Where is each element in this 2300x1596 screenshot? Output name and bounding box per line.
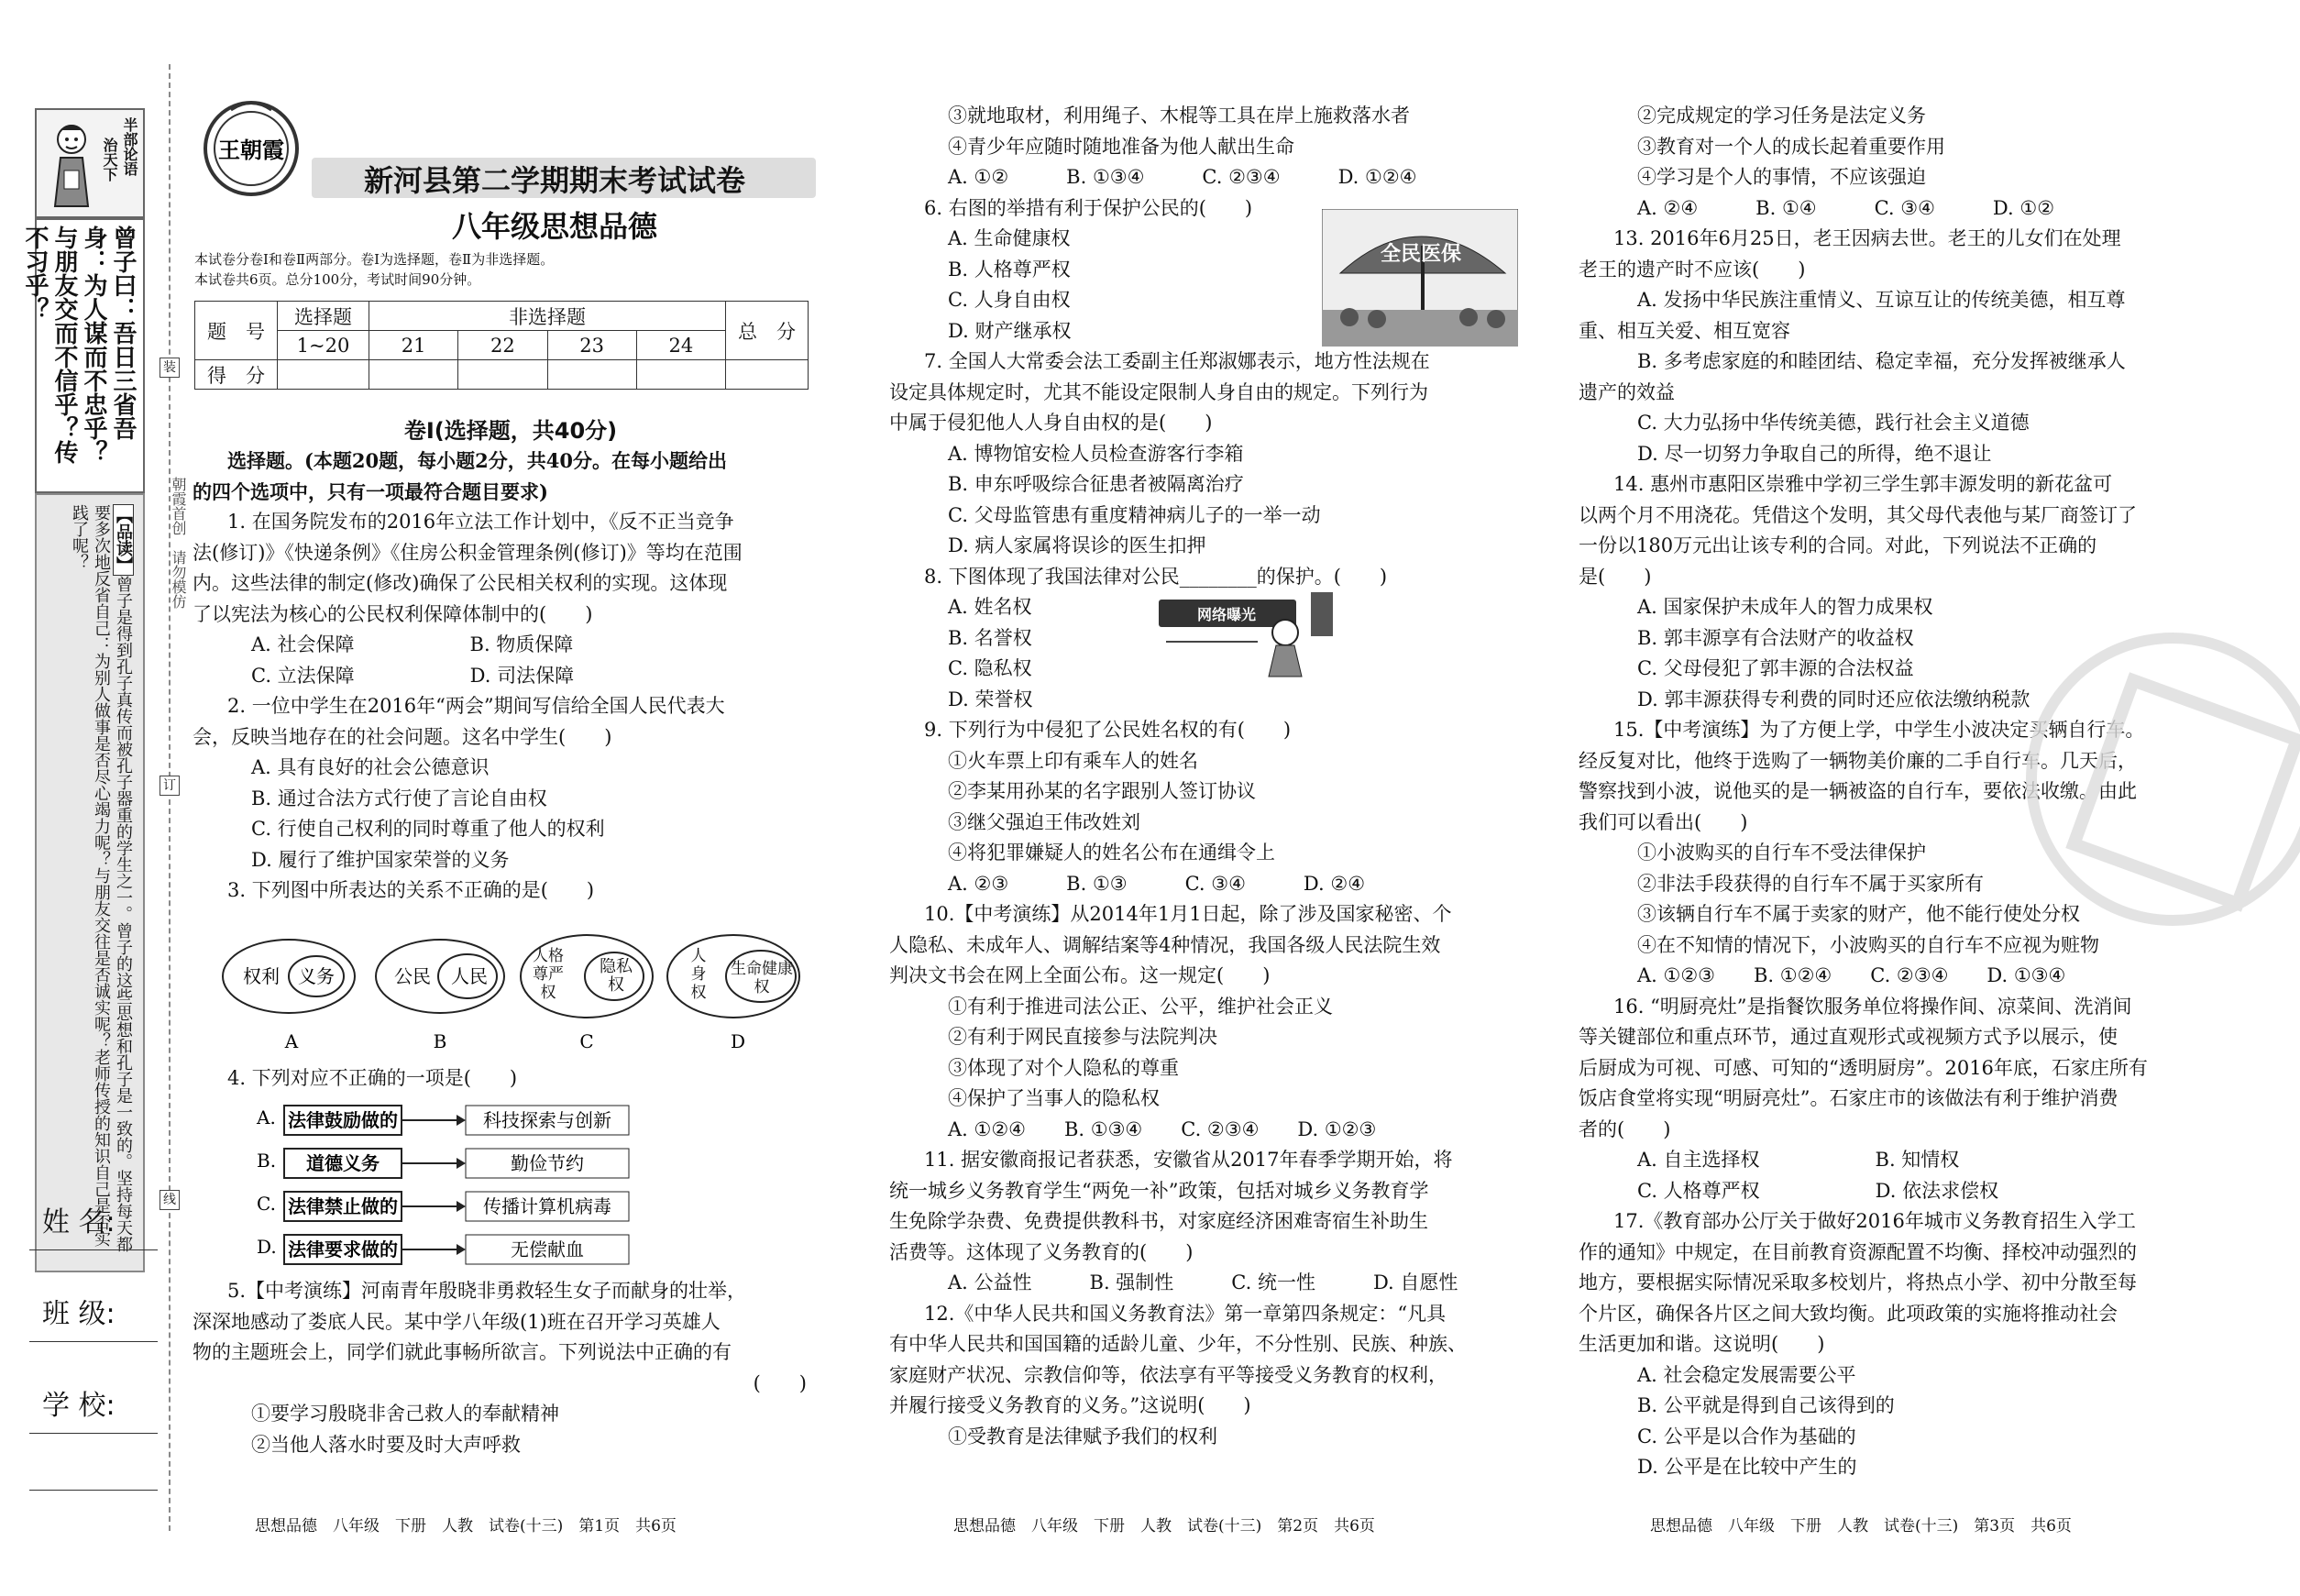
part-title: 卷Ⅰ(选择题，共40分)	[403, 418, 618, 444]
text-line: 深深地感动了娄底人民。某中学八年级(1)班在召开学习英雄人	[193, 1310, 721, 1333]
option-line: B. 通过合法方式行使了言论自由权	[251, 787, 547, 809]
q5-block	[193, 1276, 825, 1460]
text-line: 10.【中考演练】从2014年1月1日起，除了涉及国家秘密、个	[924, 903, 1452, 925]
option-line: D. 财产继承权	[948, 319, 1072, 342]
table-row-label: 得 分	[195, 360, 278, 390]
option-line: ③体现了对个人隐私的尊重	[948, 1056, 1179, 1079]
text-line: 选择题。(本题20题，每小题2分，共40分。在每小题给出	[227, 449, 727, 472]
option-line: A. 社会保障 B. 物质保障	[251, 633, 574, 655]
option-line: ④学习是个人的事情，不应该强迫	[1637, 166, 1926, 188]
svg-text:D: D	[730, 1030, 746, 1052]
text-line: 并履行接受义务教育的义务。”这说明( )	[889, 1394, 1251, 1416]
svg-text:勤俭节约: 勤俭节约	[511, 1152, 584, 1174]
option-line: D. 履行了维护国家荣誉的义务	[251, 848, 510, 871]
svg-text:传播计算机病毒: 传播计算机病毒	[483, 1195, 611, 1217]
exam-note	[194, 249, 827, 290]
text-line: 老王的遗产时不应该( )	[1579, 258, 1806, 281]
option-line: A. 生命健康权	[948, 227, 1071, 249]
text-line: 后厨成为可视、可感、可知的“透明厨房”。2016年底，石家庄所有	[1579, 1056, 2148, 1079]
page2-footer: 思想品德 八年级 下册 人教 试卷(十三) 第2页 共6页	[953, 1517, 1375, 1535]
table-header-cell: 非选择题	[369, 302, 726, 331]
text-line: 以两个月不用浇花。凭借这个发明，其父母代表他与某厂商签订了	[1579, 503, 2137, 526]
option-line: ①受教育是法律赋予我们的权利	[948, 1425, 1217, 1447]
option-line: A. ②③ B. ①③ C. ③④ D. ②④	[948, 872, 1366, 895]
svg-text:D.: D.	[257, 1236, 277, 1258]
text-line: 个片区，确保各片区之间大致均衡。此项政策的实施将推动社会	[1579, 1302, 2118, 1325]
svg-text:B.: B.	[257, 1150, 277, 1172]
text-line: 11. 据安徽商报记者获悉，安徽省从2017年春季学期开始，将	[924, 1149, 1453, 1171]
option-line: D. 荣誉权	[948, 688, 1033, 710]
option-line: A. ②④ B. ①④ C. ③④ D. ①②	[1637, 196, 2055, 219]
text-line: 饭店食堂将实现“明厨亮灶”。石家庄市的该做法有利于维护消费	[1579, 1087, 2118, 1109]
option-line: D. 尽一切努力争取自己的所得，绝不退让	[1637, 442, 1992, 465]
score-cell[interactable]	[369, 360, 458, 390]
binding-mark-2: 订	[160, 776, 180, 796]
text-line: 统一城乡义务教育学生“两免一补”政策，包括对城乡义务教育学	[889, 1179, 1429, 1202]
option-line: C. 公平是以合作为基础的	[1637, 1425, 1856, 1447]
venn-c: 人格尊严权 隐私权 C	[521, 935, 653, 1052]
table-header-cell: 23	[547, 331, 636, 360]
note-line-2: 本试卷共6页。总分100分，考试时间90分钟。	[194, 271, 481, 288]
option-line: C. 父母侵犯了郭丰源的合法权益	[1637, 657, 1914, 679]
school-field[interactable]: 学 校:	[29, 1382, 158, 1434]
option-line: A. 博物馆安检人员检查游客行李箱	[948, 442, 1244, 465]
left-sidebar	[21, 108, 150, 1483]
text-line: 了以宪法为核心的公民权利保障体制中的( )	[193, 602, 593, 625]
text-line: 2. 一位中学生在2016年“两会”期间写信给全国人民代表大	[227, 695, 725, 717]
option-line: C. 父母监管患有重度精神病儿子的一举一动	[948, 503, 1321, 526]
svg-text:全民医保: 全民医保	[1380, 243, 1462, 266]
text-line: 8. 下图体现了我国法律对公民________的保护。( )	[924, 565, 1388, 588]
page3-footer: 思想品德 八年级 下册 人教 试卷(十三) 第3页 共6页	[1650, 1517, 2072, 1535]
text-line: 法(修订)》《快递条例》《住房公积金管理条例(修订)》等均在范围	[193, 541, 743, 564]
option-line: ①小波购买的自行车不受法律保护	[1637, 842, 1926, 864]
page1-footer: 思想品德 八年级 下册 人教 试卷(十三) 第1页 共6页	[255, 1517, 677, 1535]
table-header-cell: 22	[458, 331, 547, 360]
text-line: 16. “明厨亮灶”是指餐饮服务单位将操作间、凉菜间、洗消间	[1613, 995, 2132, 1018]
exam-subject: 八年级思想品德	[451, 209, 657, 244]
text-line: 经反复对比，他终于选购了一辆物美价廉的二手自行车。几天后，	[1579, 749, 2137, 772]
table-header-cell: 24	[636, 331, 725, 360]
option-line: A. 公益性 B. 强制性 C. 统一性 D. 自愿性	[948, 1271, 1458, 1293]
svg-text:道德义务: 道德义务	[306, 1152, 380, 1174]
text-line: 17.《教育部办公厅关于做好2016年城市义务教育招生入学工	[1613, 1210, 2136, 1232]
quote-box: 曾子曰：吾日三省吾身：为人谋而不忠乎？与朋友交而不信乎？传不习乎？	[35, 218, 145, 493]
option-line: B. 郭丰源享有合法财产的收益权	[1637, 626, 1914, 649]
binding-mark-3: 线	[160, 1190, 180, 1210]
text-line: 重、相互关爱、相互宽容	[1579, 319, 1790, 342]
option-line: C. 人格尊严权 D. 依法求偿权	[1637, 1179, 1999, 1202]
option-line: D. 郭丰源获得专利费的同时还应依法缴纳税款	[1637, 688, 2030, 710]
score-table	[194, 301, 809, 390]
score-cell[interactable]	[278, 360, 369, 390]
text-line: 设定具体规定时，尤其不能设定限制人身自由的规定。下列行为	[889, 380, 1428, 403]
svg-text:A.: A.	[257, 1106, 276, 1128]
option-line: A. 自主选择权 B. 知情权	[1637, 1149, 1960, 1171]
venn-b	[376, 940, 504, 1052]
venn-diagrams	[220, 930, 807, 1059]
text-line: 等关键部位和重点环节，通过直观形式或视频方式予以展示，使	[1579, 1026, 2118, 1048]
text-line: 5.【中考演练】河南青年殷晓非勇救轻生女子而献身的壮举，	[227, 1280, 747, 1302]
option-line: C. 隐私权	[948, 657, 1032, 679]
svg-text:王朝霞: 王朝霞	[218, 138, 284, 163]
text-line: 者的( )	[1579, 1117, 1671, 1140]
option-line: A. ①②③ B. ①②④ C. ②③④ D. ①③④	[1637, 964, 2066, 986]
text-line: 14. 惠州市惠阳区崇雅中学初三学生郭丰源发明的新花盆可	[1613, 473, 2113, 495]
svg-text:法律鼓励做的: 法律鼓励做的	[288, 1109, 398, 1131]
svg-text:法律要求做的: 法律要求做的	[288, 1238, 398, 1260]
option-line: A. ①② B. ①③④ C. ②③④ D. ①②④	[948, 166, 1417, 188]
option-line: ①要学习殷晓非舍己救人的奉献精神	[251, 1403, 559, 1425]
option-line: ②完成规定的学习任务是法定义务	[1637, 105, 1926, 127]
table-header-cell: 题 号	[195, 302, 278, 360]
text-line: 判决文书会在网上全面公布。这一规定( )	[889, 964, 1271, 986]
option-line: B. 人格尊严权	[948, 258, 1071, 281]
text-line: 中属于侵犯他人人身自由权的是( )	[889, 412, 1213, 434]
q4-block	[193, 1063, 825, 1095]
text-line: 9. 下列行为中侵犯了公民姓名权的有( )	[924, 719, 1292, 741]
option-line: A. 国家保护未成年人的智力成果权	[1637, 596, 1933, 618]
text-line: 地方，要根据实际情况采取多校划片，将热点小学、初中分散至每	[1579, 1271, 2137, 1293]
venn-d: 人身权 生命健康权 D	[667, 935, 799, 1052]
text-line: 生免除学杂费、免费提供教科书，对家庭经济困难寄宿生补助生	[889, 1210, 1428, 1232]
text-line: 我们可以看出( )	[1579, 810, 1748, 833]
option-line: C. 人身自由权	[948, 289, 1071, 311]
option-line: C. 大力弘扬中华传统美德，践行社会主义道德	[1637, 412, 2030, 434]
table-header-cell: 选择题	[278, 302, 369, 331]
option-line: ①火车票上印有乘车人的姓名	[948, 749, 1198, 772]
text-line: 1. 在国务院发布的2016年立法工作计划中，《反不正当竞争	[227, 511, 734, 533]
text-line: 警察找到小波，说他买的是一辆被盗的自行车，要依法收缴。由此	[1579, 780, 2137, 802]
text-line: 会，反映当地存在的社会问题。这名中学生( )	[193, 725, 612, 748]
text-line: 物的主题班会上，同学们就此事畅所欲言。下列说法中正确的有	[193, 1341, 732, 1363]
option-line: B. 申东呼吸综合征患者被隔离治疗	[948, 473, 1244, 495]
option-line: A. 发扬中华民族注重情义、互谅互让的传统美德，相互尊	[1637, 289, 2126, 311]
svg-text:C.: C.	[257, 1193, 276, 1215]
text-line: 12.《中华人民共和国义务教育法》第一章第四条规定：“凡具	[924, 1302, 1447, 1325]
option-line: C. 行使自己权利的同时尊重了他人的权利	[251, 818, 605, 840]
q4-table	[248, 1098, 651, 1272]
exam-title: 新河县第二学期期末考试试卷	[363, 163, 745, 198]
svg-text:公民: 公民	[394, 965, 431, 987]
school-underline	[29, 1439, 158, 1491]
medical-insurance-illustration	[1322, 209, 1518, 347]
venn-a	[223, 940, 355, 1052]
text-line: 生活更加和谐。这说明( )	[1579, 1333, 1825, 1355]
watermark-stamp-icon	[2026, 633, 2300, 926]
option-line: ③继父强迫王伟改姓刘	[948, 810, 1140, 833]
svg-text:A: A	[284, 1030, 299, 1052]
page1-questions	[193, 446, 825, 907]
score-cell[interactable]	[636, 360, 725, 390]
reading-text: 曾子是得到孔子真传而被孔子器重的学生之一。曾子的这些思想和孔子是一致的。坚持每天都要多次地反省自己：为别人做事是否尽心竭力呢？与朋友交往是否诚实呢？老师传授的知识自己是否实践了呢？	[70, 504, 133, 1252]
text-line: 是( )	[1579, 565, 1652, 588]
option-line: ④青少年应随时随地准备为他人献出生命	[948, 135, 1294, 158]
svg-text:C: C	[579, 1030, 594, 1052]
binding-line	[169, 64, 171, 1531]
text-line: 活费等。这体现了义务教育的( )	[889, 1240, 1194, 1263]
option-line: ②有利于网民直接参与法院判决	[948, 1026, 1217, 1048]
text-line: 作的通知》中规定，在目前教育资源配置不均衡、择校冲动强烈的	[1579, 1240, 2137, 1263]
svg-text:权利: 权利	[243, 965, 280, 987]
option-line: ②非法手段获得的自行车不属于买家所有	[1637, 872, 1984, 895]
svg-text:科技探索与创新: 科技探索与创新	[483, 1109, 611, 1131]
table-header-cell: 总 分	[726, 302, 809, 360]
motto-text-1: 半部论语	[121, 117, 138, 176]
svg-text:B: B	[433, 1030, 447, 1052]
text-line: 内。这些法律的制定(修改)确保了公民相关权利的实现。这体现	[193, 572, 728, 594]
text-line: 3. 下列图中所表达的关系不正确的是( )	[227, 879, 595, 901]
svg-text:法律禁止做的: 法律禁止做的	[288, 1195, 398, 1217]
note-line-1: 本试卷分卷Ⅰ和卷Ⅱ两部分。卷Ⅰ为选择题，卷Ⅱ为非选择题。	[194, 251, 555, 268]
option-line: A. ①②④ B. ①③④ C. ②③④ D. ①②③	[948, 1117, 1377, 1140]
text-line: 人隐私、未成年人、调解结案等4种情况，我国各级人民法院生效	[889, 933, 1441, 956]
option-line: D. 病人家属将误诊的医生扣押	[948, 534, 1206, 556]
score-cell[interactable]	[726, 360, 809, 390]
text-line: 遗产的效益	[1579, 380, 1675, 403]
text-line: 家庭财产状况、宗教信仰等，依法享有平等接受义务教育的权利，	[889, 1363, 1447, 1386]
table-header-cell: 21	[369, 331, 458, 360]
reading-tag: 【品读】	[113, 504, 134, 576]
text-line: 4. 下列对应不正确的一项是( )	[227, 1067, 518, 1089]
text-line: 15.【中考演练】为了方便上学，中学生小波决定买辆自行车。	[1613, 719, 2145, 741]
privacy-cartoon-illustration	[1157, 587, 1340, 678]
text-line: ( )	[753, 1371, 807, 1394]
option-line: B. 名誉权	[948, 626, 1032, 649]
score-cell[interactable]	[547, 360, 636, 390]
table-header-cell: 1~20	[278, 331, 369, 360]
option-line: ③就地取材，利用绳子、木棍等工具在岸上施救落水者	[948, 105, 1410, 127]
fold-notice: 朝霞首创 请勿模仿	[170, 477, 187, 609]
motto-text-2: 治天下	[101, 138, 118, 182]
svg-text:无偿献血: 无偿献血	[511, 1238, 584, 1260]
option-line: A. 具有良好的社会公德意识	[251, 756, 490, 778]
name-field[interactable]: 姓 名:	[29, 1199, 158, 1250]
text-line: 7. 全国人大常委会法工委副主任郑淑娜表示，地方性法规在	[924, 350, 1430, 372]
option-line: B. 多考虑家庭的和睦团结、稳定幸福，充分发挥被继承人	[1637, 350, 2126, 372]
svg-text:网络曝光: 网络曝光	[1196, 606, 1257, 623]
reading-box	[35, 493, 145, 1272]
confucius-cartoon-icon	[44, 119, 99, 211]
binding-mark-1: 装	[160, 358, 180, 378]
option-line: D. 公平是在比较中产生的	[1637, 1456, 1857, 1478]
option-line: ④在不知情的情况下，小波购买的自行车不应视为赃物	[1637, 933, 2099, 956]
motto-box	[35, 108, 145, 218]
option-line: ④保护了当事人的隐私权	[948, 1087, 1160, 1109]
class-field[interactable]: 班 级:	[29, 1291, 158, 1342]
option-line: ③教育对一个人的成长起着重要作用	[1637, 135, 1945, 158]
option-line: C. 立法保障 D. 司法保障	[251, 664, 575, 687]
option-line: A. 社会稳定发展需要公平	[1637, 1363, 1856, 1386]
text-line: 13. 2016年6月25日，老王因病去世。老王的儿女们在处理	[1613, 227, 2121, 249]
option-line: ②当他人落水时要及时大声呼救	[251, 1433, 521, 1456]
score-cell[interactable]	[458, 360, 547, 390]
text-line: 有中华人民共和国国籍的适龄儿童、少年，不分性别、民族、种族、	[889, 1333, 1467, 1355]
option-line: ④将犯罪嫌疑人的姓名公布在通缉令上	[948, 842, 1275, 864]
publisher-logo	[194, 92, 314, 202]
option-line: A. 姓名权	[948, 596, 1032, 618]
text-line: 一份以180万元出让该专利的合同。对此，下列说法不正确的	[1579, 534, 2097, 556]
svg-text:义务: 义务	[298, 965, 335, 987]
text-line: 6. 右图的举措有利于保护公民的( )	[924, 196, 1253, 219]
svg-text:人民: 人民	[451, 965, 488, 987]
option-line: ③该辆自行车不属于卖家的财产，他不能行使处分权	[1637, 903, 2080, 925]
option-line: ②李某用孙某的名字跟别人签订协议	[948, 780, 1256, 802]
option-line: B. 公平就是得到自己该得到的	[1637, 1394, 1895, 1416]
text-line: 的四个选项中，只有一项最符合题目要求)	[193, 479, 548, 503]
option-line: ①有利于推进司法公正、公平，维护社会正义	[948, 995, 1333, 1018]
